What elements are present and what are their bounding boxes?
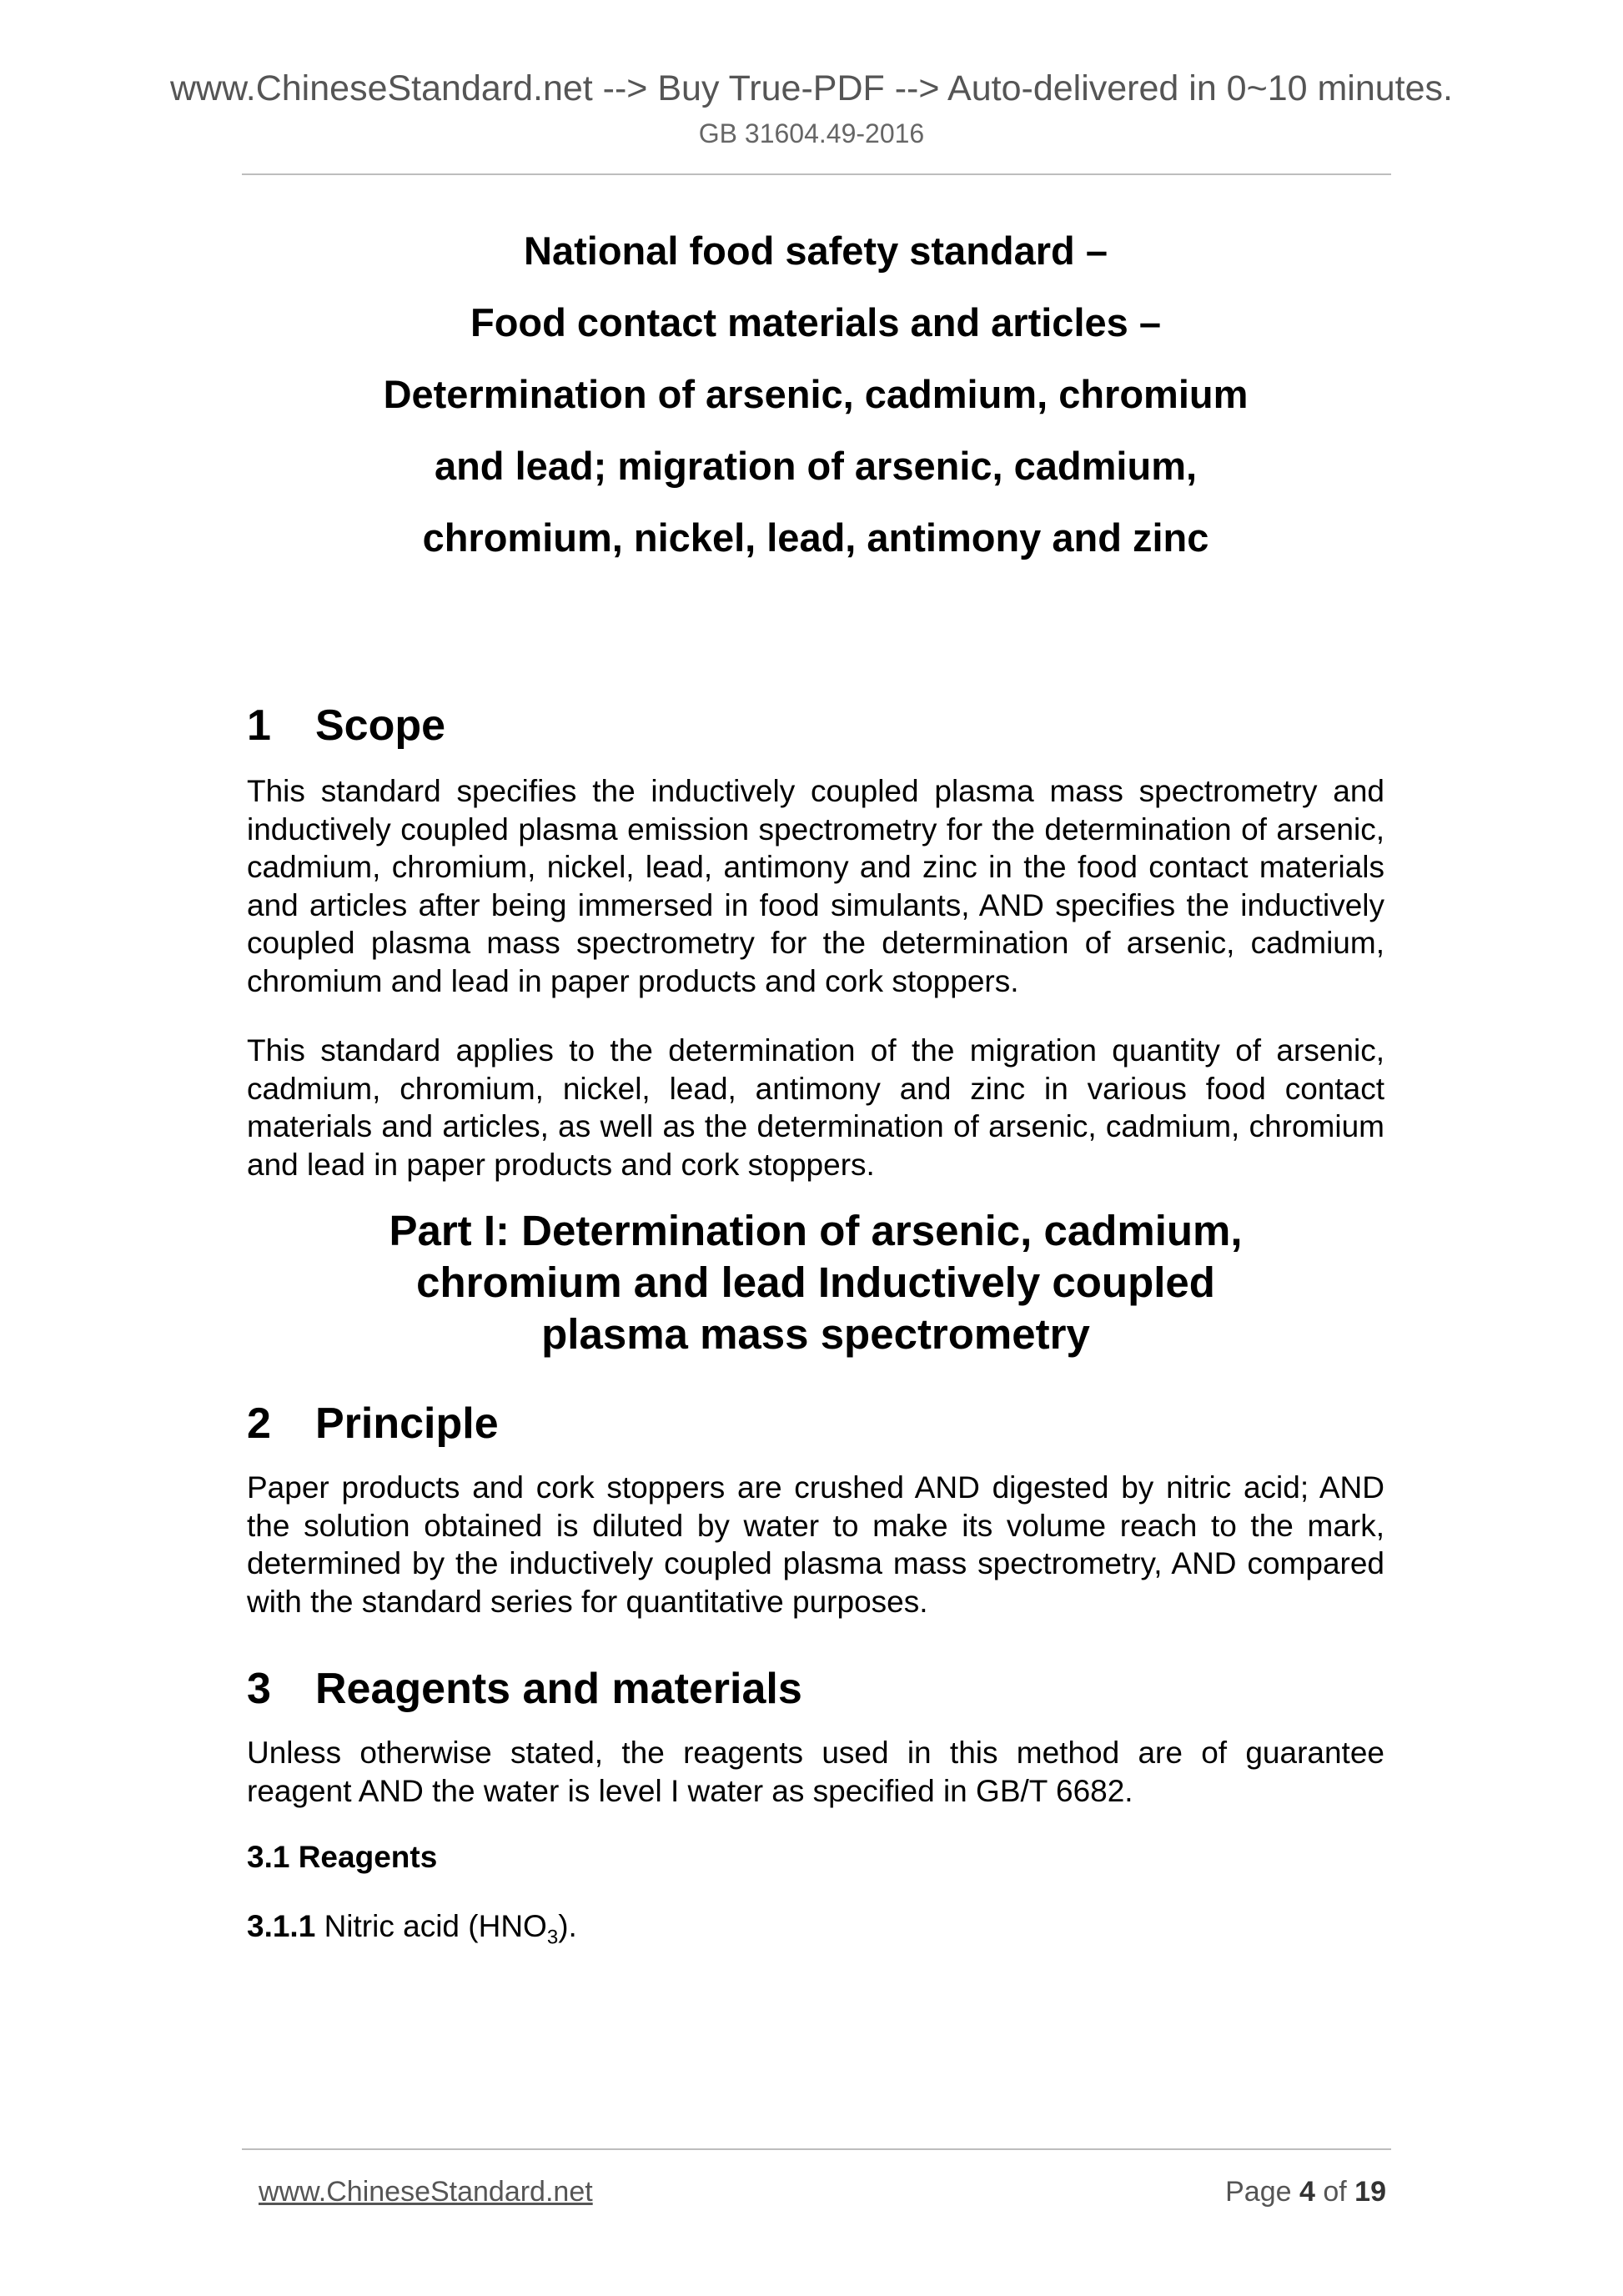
header-banner[interactable]: www.ChineseStandard.net --> Buy True-PDF --> Auto-delivered in 0~10 minutes. [169,68,1453,108]
page-indicator [1225,2173,1386,2210]
scope-paragraph-2: This standard applies to the determination of the migration quantity of arsenic, cadmium, chromium, nickel, lead, antimony and zinc in various food contact materials and articles, as well as the determination of arsenic, cadmium, chromium and lead in paper products and cork stoppers. [247,1033,1384,1182]
part-title [247,1205,1384,1360]
section-title: Reagents and materials [315,1665,802,1713]
section-title: Principle [315,1399,499,1448]
section-heading-reagents [247,1662,1384,1716]
title-line: and lead; migration of arsenic, cadmium, [434,444,1198,488]
section-number: 1 [247,701,271,750]
section-title: Scope [315,701,446,750]
part-title-line: chromium and lead Inductively coupled [416,1259,1215,1306]
page-total: 19 [1354,2176,1386,2208]
page-label: Page [1225,2176,1292,2208]
footer-divider [242,2148,1391,2150]
clause-text: Nitric acid (HNO [315,1909,547,1943]
clause-3-1-1 [247,1907,1384,1956]
principle-paragraph: Paper products and cork stoppers are crushed AND digested by nitric acid; AND the solution obtained is diluted by water to make its volume reach to the mark, determined by the inductively coupled plasma mass spectrometry, AND compared with the standard series for quantitative purposes. [247,1470,1384,1619]
section-number: 2 [247,1399,271,1448]
title-line: Food contact materials and articles – [470,300,1161,344]
part-title-line: Part I: Determination of arsenic, cadmium, [389,1207,1243,1254]
document-body [247,215,1384,1956]
part-title-line: plasma mass spectrometry [541,1310,1090,1358]
scope-paragraph-1: This standard specifies the inductively coupled plasma mass spectrometry and inductively coupled plasma emission spectrometry for the determination of arsenic, cadmium, chromium, nickel, lead, antimony and zinc in the food contact materials and articles after being immersed in food simulants, AND specifies the inductively coupled plasma mass spectrometry for the determination of arsenic, cadmium, chromium and lead in paper products and cork stoppers. [247,774,1384,998]
footer-site-link[interactable]: www.ChineseStandard.net [259,2176,593,2208]
section-heading-principle [247,1397,1384,1450]
page-current: 4 [1299,2176,1315,2208]
clause-text-end: ). [558,1909,577,1943]
clause-subscript: 3 [546,1926,559,1949]
header-divider [242,173,1391,175]
section-number: 3 [247,1665,271,1713]
subsection-heading-reagents: 3.1 Reagents [247,1840,438,1874]
page-of: of [1323,2176,1347,2208]
document-title [247,215,1384,574]
title-line: chromium, nickel, lead, antimony and zinc [422,515,1209,560]
reagents-paragraph: Unless otherwise stated, the reagents used in this method are of guarantee reagent AND the water is level I water as specified in GB/T 6682. [247,1736,1384,1808]
standard-code: GB 31604.49-2016 [698,118,925,148]
title-line: National food safety standard – [524,229,1108,273]
title-line: Determination of arsenic, cadmium, chromium [383,372,1249,416]
section-heading-scope [247,699,1384,752]
clause-number: 3.1.1 [247,1909,316,1943]
page-header [0,67,1623,152]
